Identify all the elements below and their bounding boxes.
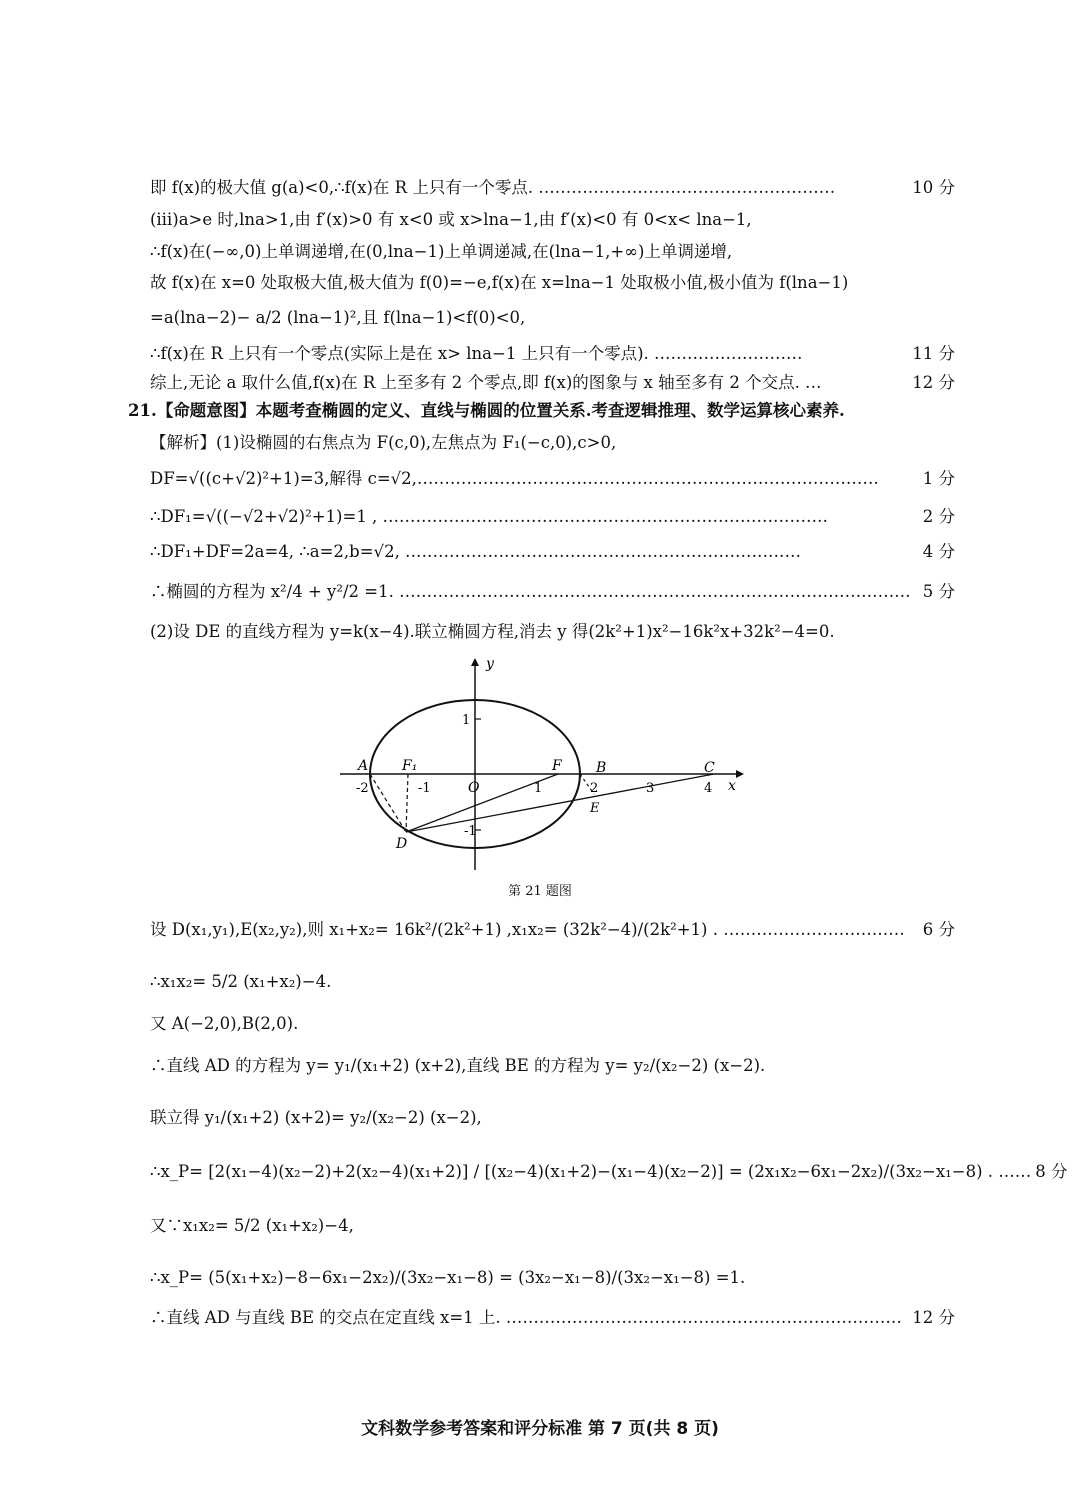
tick-2: 2: [590, 781, 599, 796]
solution-line: ∴椭圆的方程为 x²/4 + y²/2 =1. ………………………………………………………………………………… 5 分: [150, 572, 955, 612]
solution-line: ∴x_P= [2(x₁−4)(x₂−2)+2(x₂−4)(x₁+2)] / [(x₂−4)(x₁+2)−(x₁−4)(x₂−2)] = (2x₁x₂−6x₁−2x₂)/(3x₂−x₁−8) . …… 8 分: [150, 1150, 955, 1194]
label-F: F: [552, 758, 562, 774]
question-heading: 21.【命题意图】本题考查椭圆的定义、直线与椭圆的位置关系.考查逻辑推理、数学运算核心素养.: [128, 401, 845, 420]
solution-line: 又 A(−2,0),B(2,0).: [150, 1014, 299, 1033]
solution-line: ∴直线 AD 与直线 BE 的交点在定直线 x=1 上. ……………………………………………………………… 12 分: [150, 1306, 955, 1330]
score: 12 分: [912, 1308, 955, 1327]
solution-line: ∴f(x)在 R 上只有一个零点(实际上是在 x> lna−1 上只有一个零点). ……………………… 11 分: [150, 342, 955, 366]
line-DC: [406, 774, 714, 832]
score: 11 分: [912, 344, 955, 363]
score: 8 分: [1035, 1162, 1068, 1181]
x-axis-arrow: [736, 770, 744, 778]
label-D: D: [396, 836, 408, 852]
solution-line: ∴x₁x₂= 5/2 (x₁+x₂)−4.: [150, 972, 332, 991]
solution-line: ∴f(x)在(−∞,0)上单调递增,在(0,lna−1)上单调递减,在(lna−1,+∞)上单调递增,: [150, 242, 733, 261]
label-E: E: [590, 801, 600, 816]
score: 12 分: [912, 373, 955, 392]
solution-line: ∴DF₁=√((−√2+√2)²+1)=1 , ……………………………………………………………………… 2 分: [150, 505, 955, 529]
solution-line: =a(lna−2)− a/2 (lna−1)²,且 f(lna−1)<f(0)<0,: [150, 308, 526, 327]
label-y-axis: y: [486, 656, 494, 672]
figure-caption: 第 21 题图: [508, 884, 572, 899]
solution-line: 设 D(x₁,y₁),E(x₂,y₂),则 x₁+x₂= 16k²/(2k²+1) ,x₁x₂= (32k²−4)/(2k²+1) . …………………………… 6 分: [150, 910, 955, 950]
label-C: C: [704, 760, 715, 776]
solution-line: 又∵x₁x₂= 5/2 (x₁+x₂)−4,: [150, 1216, 354, 1235]
label-F1: F₁: [402, 758, 418, 774]
score: 10 分: [912, 178, 955, 197]
label-O: O: [468, 780, 480, 796]
line-AD: [370, 774, 406, 832]
label-A: A: [358, 758, 369, 774]
solution-line: ∴直线 AD 的方程为 y= y₁/(x₁+2) (x+2),直线 BE 的方程为 y= y₂/(x₂−2) (x−2).: [150, 1056, 766, 1075]
solution-line: 即 f(x)的极大值 g(a)<0,∴f(x)在 R 上只有一个零点. ……………………………………………… 10 分: [150, 176, 955, 200]
score: 5 分: [922, 582, 955, 601]
tick-y1: 1: [462, 713, 471, 728]
solution-line: (ⅲ)a>e 时,lna>1,由 f′(x)>0 有 x<0 或 x>lna−1,由 f′(x)<0 有 0<x< lna−1,: [150, 210, 752, 229]
label-B: B: [596, 760, 607, 776]
tick-1: 1: [534, 781, 543, 796]
page-footer: 文科数学参考答案和评分标准 第 7 页(共 8 页): [361, 1419, 719, 1439]
score: 2 分: [922, 507, 955, 526]
ellipse-figure: [340, 652, 750, 872]
solution-line: ∴DF₁+DF=2a=4, ∴a=2,b=√2, ……………………………………………………………… 4 分: [150, 540, 955, 564]
solution-line: (2)设 DE 的直线方程为 y=k(x−4).联立椭圆方程,消去 y 得(2k²+1)x²−16k²x+32k²−4=0.: [150, 622, 835, 641]
score: 4 分: [922, 542, 955, 561]
solution-line: 故 f(x)在 x=0 处取极大值,极大值为 f(0)=−e,f(x)在 x=lna−1 处取极小值,极小值为 f(lna−1): [150, 273, 849, 292]
y-axis-arrow: [471, 658, 479, 666]
tick-neg2: -2: [356, 781, 369, 796]
solution-line: ∴x_P= (5(x₁+x₂)−8−6x₁−2x₂)/(3x₂−x₁−8) = (3x₂−x₁−8)/(3x₂−x₁−8) =1.: [150, 1268, 746, 1287]
solution-line: 【解析】(1)设椭圆的右焦点为 F(c,0),左焦点为 F₁(−c,0),c>0,: [150, 433, 617, 452]
line-F1D: [406, 774, 408, 832]
solution-line: 联立得 y₁/(x₁+2) (x+2)= y₂/(x₂−2) (x−2),: [150, 1108, 482, 1127]
score: 6 分: [922, 920, 955, 939]
tick-3: 3: [646, 781, 655, 796]
label-x-axis: x: [728, 778, 736, 794]
solution-line: 综上,无论 a 取什么值,f(x)在 R 上至多有 2 个零点,即 f(x)的图象与 x 轴至多有 2 个交点. … 12 分: [150, 371, 955, 395]
tick-4: 4: [704, 781, 713, 796]
solution-line: DF=√((c+√2)²+1)=3,解得 c=√2,………………………………………………………………………… 1 分: [150, 467, 955, 491]
tick-yneg1: -1: [464, 824, 477, 839]
tick-neg1: -1: [418, 781, 431, 796]
score: 1 分: [922, 469, 955, 488]
